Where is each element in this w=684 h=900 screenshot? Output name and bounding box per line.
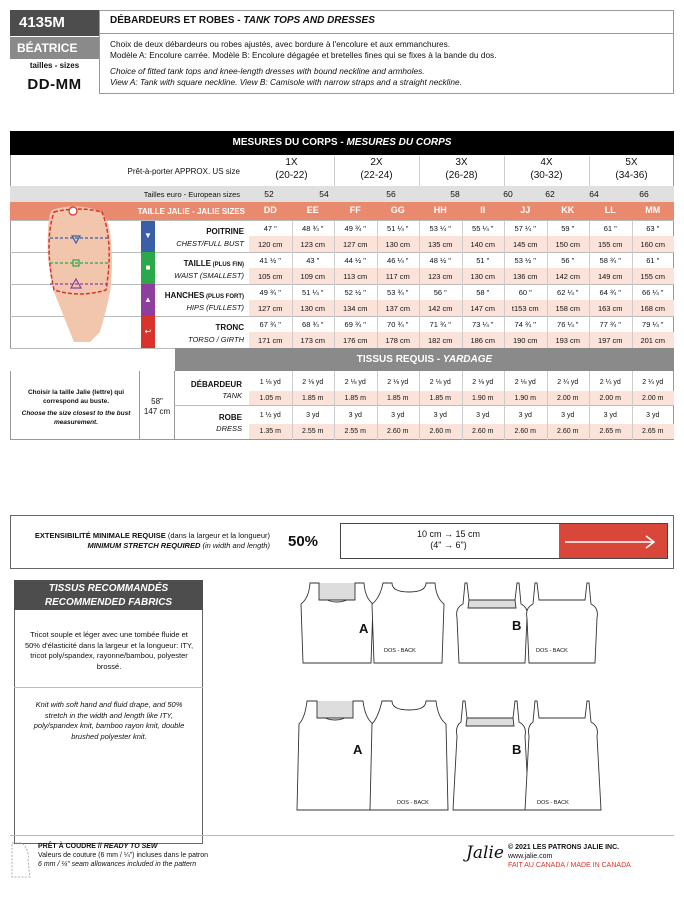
- yard-col-divider: [589, 371, 590, 440]
- description-en-1: Choice of fitted tank tops and knee-length dresses with bound neckline and armholes.: [110, 66, 425, 76]
- m-1-8: 2.65 m: [599, 428, 621, 435]
- m-1-1: 2.55 m: [302, 428, 324, 435]
- yard-col-divider: [419, 371, 420, 440]
- m-0-0: 1.05 m: [259, 395, 281, 402]
- back-label-a-dress: DOS - BACK: [397, 800, 429, 806]
- view-a-label-dress: A: [353, 742, 363, 757]
- yd-0-6: 2 ⅛ yd: [514, 379, 536, 386]
- inch-1-4: 48 ½ ": [429, 256, 451, 265]
- inch-3-3: 70 ¾ ": [387, 320, 409, 329]
- col-divider: [547, 220, 548, 348]
- inch-2-2: 52 ½ ": [344, 288, 366, 297]
- euro-label: Tailles euro - European sizes: [143, 190, 240, 199]
- row-marker-2-icon: ▲: [144, 295, 152, 304]
- m-0-8: 2.00 m: [599, 395, 621, 402]
- inch-1-9: 61 ": [646, 256, 660, 265]
- yard-label-fr-1: ROBE: [218, 413, 242, 422]
- yd-0-1: 2 ⅛ yd: [302, 379, 324, 386]
- yd-0-8: 2 ¼ yd: [599, 379, 621, 386]
- cm-0-5: 140 cm: [470, 240, 496, 249]
- inch-1-6: 53 ½ ": [514, 256, 536, 265]
- col-divider: [334, 220, 335, 348]
- cm-1-7: 142 cm: [555, 272, 581, 281]
- us-range-4: (34-36): [615, 170, 648, 181]
- row-label-fr-2: HANCHES (PLUS FORT): [164, 291, 244, 300]
- inch-3-7: 76 ¼ ": [557, 320, 579, 329]
- inch-0-0: 47 ": [263, 224, 277, 233]
- yd-1-9: 3 yd: [646, 412, 660, 419]
- inch-0-3: 51 ¼ ": [387, 224, 409, 233]
- euro-size-4: 60: [503, 189, 513, 199]
- choose-size-text: Choisir la taille Jalie (lettre) qui correspond au buste. Choose the size closest to the bust measurement.: [21, 389, 131, 426]
- cm-3-6: 190 cm: [512, 336, 538, 345]
- us-divider: [589, 156, 590, 186]
- inch-0-1: 48 ¾ ": [302, 224, 324, 233]
- rtw-label: Prêt-à-porter APPROX. US size: [127, 167, 240, 176]
- euro-size-5: 62: [545, 189, 555, 199]
- col-divider: [377, 220, 378, 348]
- yd-0-3: 2 ⅛ yd: [387, 379, 409, 386]
- m-1-2: 2.55 m: [344, 428, 366, 435]
- jalie-size-II: II: [480, 205, 486, 215]
- m-1-3: 2.60 m: [387, 428, 409, 435]
- m-0-4: 1.85 m: [429, 395, 451, 402]
- yardage-title: TISSUS REQUIS - YARDAGE: [175, 348, 674, 371]
- col-divider: [632, 220, 633, 348]
- measurements-title: MESURES DU CORPS - MESURES DU CORPS: [10, 131, 674, 155]
- inch-1-7: 56 ": [561, 256, 575, 265]
- inch-3-2: 69 ¾ ": [344, 320, 366, 329]
- jalie-size-FF: FF: [349, 205, 361, 215]
- yard-row-divider: [174, 405, 674, 406]
- yard-col-divider: [632, 371, 633, 440]
- back-label-b-dress: DOS - BACK: [537, 800, 569, 806]
- us-range-2: (26-28): [445, 170, 478, 181]
- cm-1-5: 130 cm: [470, 272, 496, 281]
- stretch-measure-cm: 10 cm → 15 cm: [416, 529, 481, 539]
- cm-3-3: 178 cm: [385, 336, 411, 345]
- yard-col-divider: [377, 371, 378, 440]
- cm-0-4: 135 cm: [427, 240, 453, 249]
- page-title: DÉBARDEURS ET ROBES - TANK TOPS AND DRESSES: [110, 15, 375, 26]
- cm-1-0: 105 cm: [257, 272, 283, 281]
- inch-0-8: 61 ": [603, 224, 617, 233]
- row-label-en-3: TORSO / GIRTH: [188, 335, 244, 344]
- jalie-size-KK: KK: [561, 205, 575, 215]
- view-b-label-dress: B: [512, 742, 522, 757]
- row-marker-0-icon: ▼: [144, 231, 152, 240]
- cm-1-4: 123 cm: [427, 272, 453, 281]
- fabrics-fr: Tricot souple et léger avec une tombée fluide et 50% d'élasticité dans la largeur et la longueur: ITY, tricot poly/spandex, rayonne/bambou, polyester brossé.: [24, 630, 194, 671]
- inch-2-0: 49 ¾ ": [259, 288, 281, 297]
- cm-3-5: 186 cm: [470, 336, 496, 345]
- cm-3-8: 197 cm: [597, 336, 623, 345]
- inch-0-7: 59 ": [561, 224, 575, 233]
- inch-2-8: 64 ¾ ": [599, 288, 621, 297]
- cm-2-5: 147 cm: [470, 304, 496, 313]
- row-label-en-2: HIPS (FULLEST): [186, 303, 244, 312]
- inch-1-3: 46 ¼ ": [387, 256, 409, 265]
- euro-size-1: 54: [319, 189, 329, 199]
- inch-1-8: 58 ¾ ": [599, 256, 621, 265]
- inch-2-6: 60 ": [518, 288, 532, 297]
- m-0-7: 2.00 m: [557, 395, 579, 402]
- stretch-percent: 50%: [288, 533, 319, 550]
- cm-0-1: 123 cm: [300, 240, 326, 249]
- m-1-6: 2.60 m: [514, 428, 536, 435]
- cm-0-6: 145 cm: [512, 240, 538, 249]
- fabrics-title: TISSUS RECOMMANDÉS RECOMMENDED FABRICS: [14, 580, 203, 610]
- footer-seam-info: PRÊT À COUDRE // READY TO SEW Valeurs de couture (6 mm / ¼") incluses dans le patron 6 mm / ¼" seam allowances included in the pattern: [38, 843, 209, 868]
- col-divider: [504, 220, 505, 348]
- cm-2-3: 137 cm: [385, 304, 411, 313]
- cm-2-2: 134 cm: [342, 304, 368, 313]
- cm-1-1: 109 cm: [300, 272, 326, 281]
- arrow-right-icon: [561, 534, 661, 550]
- m-1-0: 1.35 m: [259, 428, 281, 435]
- m-1-9: 2.65 m: [642, 428, 664, 435]
- m-0-9: 2.00 m: [642, 395, 664, 402]
- inch-2-9: 66 ¼ ": [642, 288, 664, 297]
- cm-3-9: 201 cm: [640, 336, 666, 345]
- inch-0-6: 57 ¼ ": [514, 224, 536, 233]
- col-divider: [462, 220, 463, 348]
- cm-0-3: 130 cm: [385, 240, 411, 249]
- yd-1-0: 1 ½ yd: [259, 412, 281, 419]
- m-1-5: 2.60 m: [472, 428, 494, 435]
- pattern-code: 4135M: [10, 10, 99, 36]
- yd-0-7: 2 ¼ yd: [557, 379, 579, 386]
- yd-1-4: 3 yd: [433, 412, 447, 419]
- col-divider: [292, 220, 293, 348]
- yd-0-9: 2 ¼ yd: [642, 379, 664, 386]
- row-label-en-0: CHEST/FULL BUST: [176, 239, 244, 248]
- inch-1-1: 43 ": [306, 256, 320, 265]
- cm-1-8: 149 cm: [597, 272, 623, 281]
- description-en-2: View A: Tank with square neckline. View B: Camisole with narrow straps and a straight neckline.: [110, 77, 462, 87]
- yd-1-7: 3 yd: [561, 412, 575, 419]
- pattern-piece-icon: [10, 841, 32, 879]
- yd-1-6: 3 yd: [518, 412, 532, 419]
- euro-size-0: 52: [264, 189, 274, 199]
- fabrics-en: Knit with soft hand and fluid drape, and 50% stretch in the width and length like ITY, poly/spandex knit, bamboo rayon knit, double brushed polyester knit.: [33, 700, 185, 741]
- cm-2-1: 130 cm: [300, 304, 326, 313]
- garment-sketches: [295, 578, 660, 818]
- sizes-label: tailles - sizes: [29, 61, 80, 70]
- yd-1-8: 3 yd: [603, 412, 617, 419]
- footer-credits: © 2021 LES PATRONS JALIE INC. www.jalie.com FAIT AU CANADA / MADE IN CANADA: [508, 844, 631, 869]
- fabric-width-cm: 147 cm: [143, 407, 171, 416]
- yd-0-4: 2 ⅛ yd: [429, 379, 451, 386]
- description-fr-1: Choix de deux débardeurs ou robes ajustés, avec bordure à l'encolure et aux emmanchures.: [110, 39, 451, 49]
- yard-col-divider: [504, 371, 505, 440]
- euro-size-2: 56: [386, 189, 396, 199]
- col-divider: [589, 220, 590, 348]
- yd-1-1: 3 yd: [306, 412, 320, 419]
- cm-1-6: 136 cm: [512, 272, 538, 281]
- fabric-width-in: 58": [151, 397, 163, 406]
- inch-2-3: 53 ¾ ": [387, 288, 409, 297]
- m-0-6: 1.90 m: [514, 395, 536, 402]
- yard-label-fr-0: DÉBARDEUR: [190, 380, 242, 389]
- description-fr-2: Modèle A: Encolure carrée. Modèle B: Encolure dégagée et bretelles fines qui se fixes à la bande du dos.: [110, 50, 497, 60]
- inch-3-1: 68 ¾ ": [302, 320, 324, 329]
- jalie-size-DD: DD: [263, 205, 277, 215]
- back-label-a-tank: DOS - BACK: [384, 648, 416, 654]
- us-size-2: 3X: [455, 157, 468, 168]
- row-marker-3-icon: ↩: [144, 327, 152, 336]
- back-label-b-tank: DOS - BACK: [536, 648, 568, 654]
- jalie-size-MM: MM: [645, 205, 661, 215]
- jalie-size-LL: LL: [604, 205, 616, 215]
- m-1-4: 2.60 m: [429, 428, 451, 435]
- inch-2-1: 51 ¼ ": [302, 288, 324, 297]
- us-size-0: 1X: [285, 157, 298, 168]
- inch-2-7: 62 ¼ ": [557, 288, 579, 297]
- cm-1-3: 117 cm: [385, 272, 410, 281]
- us-size-1: 2X: [370, 157, 383, 168]
- cm-0-9: 160 cm: [640, 240, 666, 249]
- row-label-en-1: WAIST (SMALLEST): [174, 271, 244, 280]
- yd-1-2: 3 yd: [348, 412, 362, 419]
- cm-2-4: 142 cm: [427, 304, 453, 313]
- row-label-fr-3: TRONC: [215, 323, 244, 332]
- us-size-3: 4X: [540, 157, 553, 168]
- cm-3-1: 173 cm: [300, 336, 326, 345]
- cm-0-0: 120 cm: [257, 240, 283, 249]
- yd-0-5: 2 ⅛ yd: [472, 379, 494, 386]
- yard-label-en-1: DRESS: [216, 424, 242, 433]
- inch-3-4: 71 ¾ ": [429, 320, 451, 329]
- inch-3-0: 67 ¾ ": [259, 320, 281, 329]
- inch-3-9: 79 ¼ ": [642, 320, 664, 329]
- us-divider: [334, 156, 335, 186]
- jalie-size-GG: GG: [390, 205, 405, 215]
- inch-0-4: 53 ¼ ": [429, 224, 451, 233]
- cm-0-2: 127 cm: [342, 240, 368, 249]
- fabrics-divider: [14, 687, 203, 688]
- cm-2-9: 168 cm: [640, 304, 666, 313]
- yd-0-2: 2 ⅛ yd: [344, 379, 366, 386]
- view-a-label-tank: A: [359, 621, 369, 636]
- inch-0-9: 63 ": [646, 224, 660, 233]
- cm-0-8: 155 cm: [597, 240, 623, 249]
- yard-col-divider: [547, 371, 548, 440]
- row-label-fr-0: POITRINE: [206, 227, 244, 236]
- sizes-range: DD-MM: [27, 76, 82, 93]
- row-label-fr-1: TAILLE (PLUS FIN): [183, 259, 244, 268]
- yard-col-divider: [462, 371, 463, 440]
- inch-3-6: 74 ¾ ": [514, 320, 536, 329]
- m-1-7: 2.60 m: [557, 428, 579, 435]
- us-divider: [504, 156, 505, 186]
- stretch-label: EXTENSIBILITÉ MINIMALE REQUISE (dans la largeur et la longueur) MINIMUM STRETCH REQUIRED (in width and length): [34, 531, 270, 550]
- inch-2-5: 58 ": [476, 288, 490, 297]
- cm-3-0: 171 cm: [257, 336, 283, 345]
- cm-3-2: 176 cm: [342, 336, 368, 345]
- inch-1-0: 41 ½ ": [259, 256, 281, 265]
- cm-2-8: 163 cm: [597, 304, 623, 313]
- cm-1-2: 113 cm: [343, 272, 368, 281]
- m-0-2: 1.85 m: [344, 395, 366, 402]
- cm-2-6: t153 cm: [511, 304, 539, 313]
- yard-col-divider: [292, 371, 293, 440]
- cm-2-7: 158 cm: [555, 304, 581, 313]
- yard-label-en-0: TANK: [222, 391, 242, 400]
- yard-col-divider: [334, 371, 335, 440]
- jalie-label: TAILLE JALIE - JALIE SIZES: [137, 207, 245, 216]
- euro-size-3: 58: [450, 189, 460, 199]
- m-0-3: 1.85 m: [387, 395, 409, 402]
- us-range-1: (22-24): [360, 170, 393, 181]
- cm-0-7: 150 cm: [555, 240, 581, 249]
- m-0-5: 1.90 m: [472, 395, 494, 402]
- inch-3-8: 77 ¾ ": [599, 320, 621, 329]
- cm-2-0: 127 cm: [257, 304, 283, 313]
- stretch-gauge: [340, 523, 668, 559]
- cm-1-9: 155 cm: [640, 272, 666, 281]
- yd-1-5: 3 yd: [476, 412, 490, 419]
- footer-divider: [10, 835, 674, 836]
- euro-size-6: 64: [589, 189, 599, 199]
- row-marker-1-icon: ■: [145, 263, 151, 272]
- yd-0-0: 1 ⅛ yd: [259, 379, 281, 386]
- view-b-label-tank: B: [512, 618, 522, 633]
- cm-3-7: 193 cm: [555, 336, 581, 345]
- jalie-size-JJ: JJ: [520, 205, 531, 215]
- inch-1-2: 44 ½ ": [344, 256, 366, 265]
- pattern-name: BÉATRICE: [10, 37, 99, 59]
- inch-2-4: 56 ": [433, 288, 447, 297]
- inch-1-5: 51 ": [476, 256, 490, 265]
- body-figure-icon: [40, 202, 122, 347]
- us-divider: [419, 156, 420, 186]
- col-divider: [419, 220, 420, 348]
- us-range-3: (30-32): [530, 170, 563, 181]
- euro-size-7: 66: [639, 189, 649, 199]
- inch-0-2: 49 ¾ ": [344, 224, 366, 233]
- yd-1-3: 3 yd: [391, 412, 405, 419]
- cm-3-4: 182 cm: [427, 336, 453, 345]
- inch-0-5: 55 ¼ ": [472, 224, 494, 233]
- m-0-1: 1.85 m: [302, 395, 324, 402]
- us-range-0: (20-22): [275, 170, 308, 181]
- inch-3-5: 73 ¼ ": [472, 320, 494, 329]
- stretch-measure-in: (4" → 6"): [430, 540, 467, 550]
- us-size-4: 5X: [625, 157, 638, 168]
- jalie-logo: Jalie: [466, 843, 504, 863]
- jalie-size-HH: HH: [433, 205, 447, 215]
- jalie-size-EE: EE: [306, 205, 319, 215]
